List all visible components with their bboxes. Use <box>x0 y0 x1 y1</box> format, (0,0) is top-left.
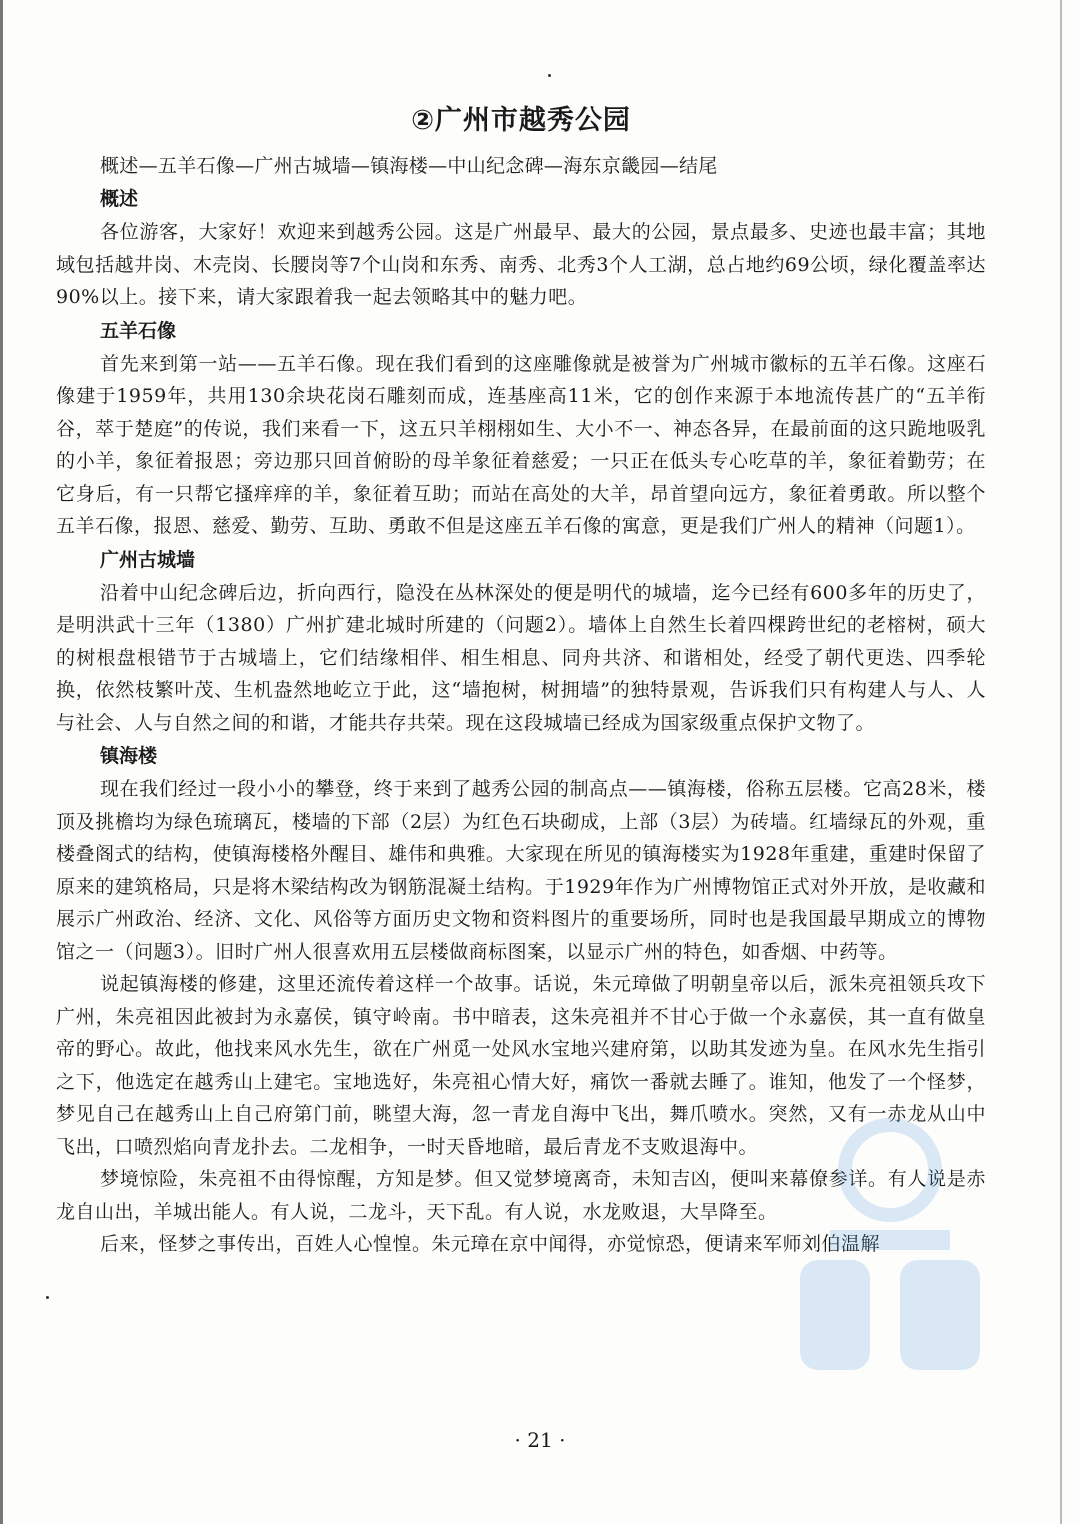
section-paragraph: 首先来到第一站——五羊石像。现在我们看到的这座雕像就是被誉为广州城市徽标的五羊石像。这座石像建于1959年，共用130余块花岗石雕刻而成，连基座高11米，它的创作来源于本地流传甚广的“五羊衔谷，萃于楚庭”的传说，我们来看一下，这五只羊栩栩如生、大小不一、神态各异，在最前面的这只跪地吸乳的小羊，象征着报恩；旁边那只回首俯盼的母羊象征着慈爱；一只正在低头专心吃草的羊，象征着勤劳；在它身后，有一只帮它搔痒痒的羊，象征着互助；而站在高处的大羊，昂首望向远方，象征着勇敢。所以整个五羊石像，报恩、慈爱、勤劳、互助、勇敢不但是这座五羊石像的寓意，更是我们广州人的精神（问题1）。 <box>56 352 986 537</box>
section-heading: 广州古城墙 <box>100 548 196 571</box>
section-paragraph: 沿着中山纪念碑后边，折向西行，隐没在丛林深处的便是明代的城墙，迄今已经有600多年的历史了，是明洪武十三年（1380）广州扩建北城时所建的（问题2）。墙体上自然生长着四棵跨世纪的老榕树，硕大的树根盘根错节于古城墙上，它们结缘相伴、相生相息、同舟共济、和谐相处，经受了朝代更迭、四季轮换，依然枝繁叶茂、生机盎然地屹立于此，这“墙抱树，树拥墙”的独特景观，告诉我们只有构建人与人、人与社会、人与自然之间的和谐，才能共存共荣。现在这段城墙已经成为国家级重点保护文物了。 <box>56 581 986 734</box>
section-five-rams <box>56 314 986 543</box>
section-city-wall <box>56 543 986 740</box>
section-paragraph: 各位游客，大家好！欢迎来到越秀公园。这是广州最早、最大的公园，景点最多、史迹也最丰富；其地域包括越井岗、木壳岗、长腰岗等7个山岗和东秀、南秀、北秀3个人工湖，总占地约69公顷，绿化覆盖率达90%以上。接下来，请大家跟着我一起去领略其中的魅力吧。 <box>56 221 986 308</box>
tour-route: 概述—五羊石像—广州古城墙—镇海楼—中山纪念碑—海东京畿园—结尾 <box>100 155 718 177</box>
section-heading: 镇海楼 <box>100 745 158 767</box>
section-overview <box>56 182 986 314</box>
page-number: · 21 · <box>514 1428 566 1452</box>
scan-edge-right <box>1060 0 1062 1524</box>
section-paragraph: 现在我们经过一段小小的攀登，终于来到了越秀公园的制高点——镇海楼，俗称五层楼。它高28米，楼顶及挑檐均为绿色琉璃瓦，楼墙的下部（2层）为红色石块砌成，上部（3层）为砖墙。红墙绿瓦的外观，重楼叠阁式的结构，使镇海楼格外醒目、雄伟和典雅。大家现在所见的镇海楼实为1928年重建，重建时保留了原来的建筑格局，只是将木梁结构改为钢筋混凝土结构。于1929年作为广州博物馆正式对外开放，是收藏和展示广州政治、经济、文化、风俗等方面历史文物和资料图片的重要场所，同时也是我国最早期成立的博物馆之一（问题3）。旧时广州人很喜欢用五层楼做商标图案，以显示广州的特色，如香烟、中药等。 <box>56 778 986 963</box>
document-body <box>56 96 986 1261</box>
scan-speck <box>46 1296 49 1299</box>
section-paragraph: 后来，怪梦之事传出，百姓人心惶惶。朱元璋在京中闻得，亦觉惊恐，便请来军师刘伯温解 <box>100 1233 881 1255</box>
section-heading: 概述 <box>100 188 139 210</box>
section-heading: 五羊石像 <box>100 319 177 342</box>
watermark-logo <box>770 1110 1010 1400</box>
page-title: ②广州市越秀公园 <box>411 105 631 136</box>
section-paragraph: 说起镇海楼的修建，这里还流传着这样一个故事。话说，朱元璋做了明朝皇帝以后，派朱亮祖领兵攻下广州，朱亮祖因此被封为永嘉侯，镇守岭南。书中暗表，这朱亮祖并不甘心于做一个永嘉侯，其一直有做皇帝的野心。故此，他找来风水先生，欲在广州觅一处风水宝地兴建府第，以助其发迹为皇。在风水先生指引之下，他选定在越秀山上建宅。宝地选好，朱亮祖心情大好，痛饮一番就去睡了。谁知，他发了一个怪梦，梦见自己在越秀山上自己府第门前，眺望大海，忽一青龙自海中飞出，舞爪喷水。突然，又有一赤龙从山中飞出，口喷烈焰向青龙扑去。二龙相争，一时天昏地暗，最后青龙不支败退海中。 <box>56 973 986 1158</box>
scan-speck <box>548 74 551 77</box>
section-paragraph: 梦境惊险，朱亮祖不由得惊醒，方知是梦。但又觉梦境离奇，未知吉凶，便叫来幕僚参详。有人说是赤龙自山出，羊城出能人。有人说，二龙斗，天下乱。有人说，水龙败退，大旱降至。 <box>56 1168 986 1223</box>
scan-edge-left <box>0 0 3 1524</box>
